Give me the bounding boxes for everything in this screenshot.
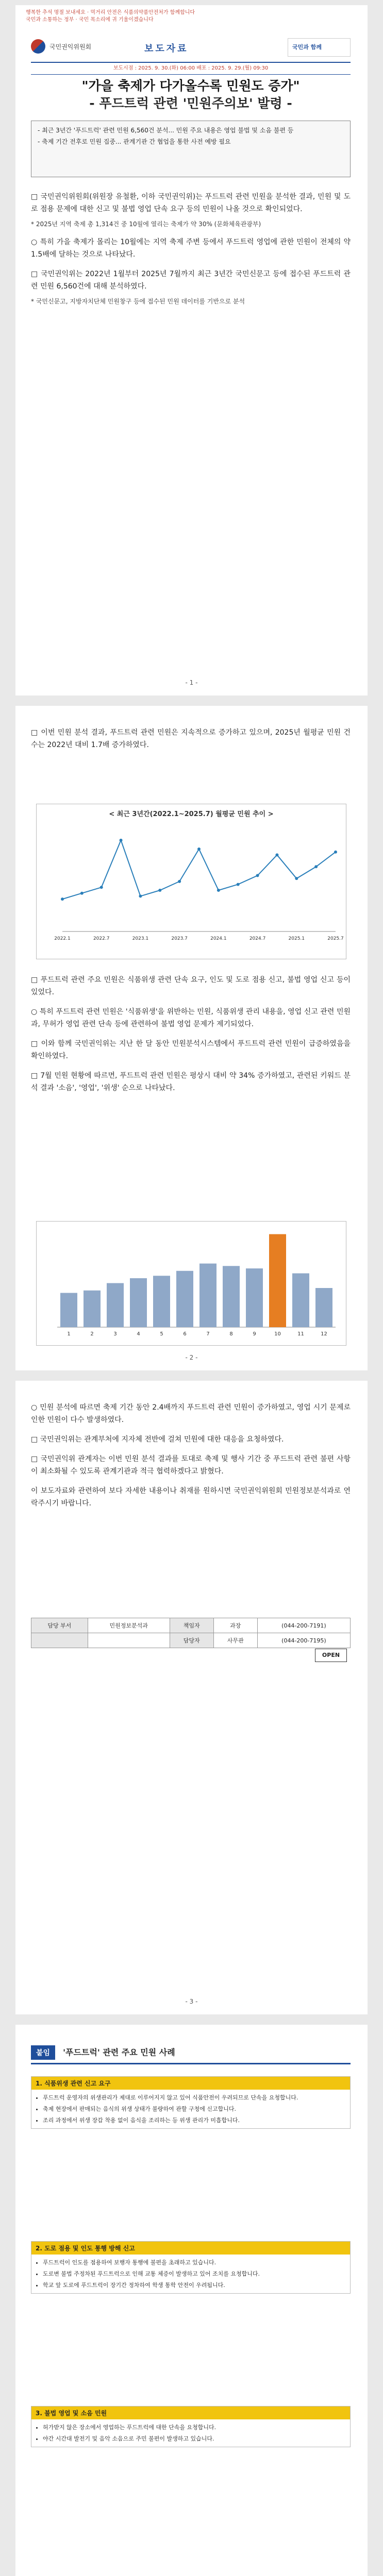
- case-caption: 2. 도로 점용 및 인도 통행 방해 신고: [31, 2242, 350, 2255]
- body-text: [31, 1401, 351, 1517]
- case-caption: 3. 불법 영업 및 소음 민원: [31, 2406, 350, 2419]
- x-tick-label: 2: [90, 1331, 94, 1337]
- x-tick-label: 1: [67, 1331, 71, 1337]
- summary-line: - 최근 3년간 '푸드트럭' 관련 민원 6,560건 분석... 민원 주요 내용은 영업 불법 및 소음 불편 등: [38, 127, 294, 134]
- bar: [153, 1276, 170, 1327]
- x-tick-label: 12: [321, 1331, 327, 1337]
- list-item: • 푸드트럭이 인도를 점용하여 보행자 통행에 불편을 초래하고 있습니다.: [43, 2258, 344, 2267]
- data-point: [139, 894, 142, 897]
- table-cell: 사무관: [213, 1633, 257, 1648]
- paragraph: ○ 특히 가을 축제가 몰리는 10월에는 지역 축제 주변 등에서 푸드트럭 영업에 관한 민원이 전체의 약 1.5배에 달하는 것으로 나타났다.: [31, 238, 351, 259]
- x-tick-label: 8: [229, 1331, 233, 1337]
- page-number: - 3 -: [185, 1998, 198, 2005]
- open-license-logo: OPEN: [315, 1649, 347, 1662]
- paragraph: ○ 민원 분석에 따르면 축제 기간 동안 2.4배까지 푸드트럭 관련 민원이 증가하였고, 영업 시기 문제로 인한 민원이 다수 발생하였다.: [31, 1403, 351, 1424]
- data-point: [275, 853, 278, 856]
- case-caption: 1. 식품위생 관련 신고 요구: [31, 2077, 350, 2090]
- table-cell: [88, 1633, 170, 1648]
- headline-main: "가을 축제가 다가올수록 민원도 증가": [81, 78, 300, 93]
- bar: [315, 1288, 332, 1327]
- data-point: [197, 848, 201, 851]
- bar: [176, 1271, 193, 1327]
- slogan-text: 국민과 함께: [292, 44, 322, 50]
- page-3: [15, 1381, 368, 2014]
- x-tick-label: 2025.1: [288, 936, 305, 941]
- line-chart: [36, 804, 346, 959]
- summary-box: [31, 121, 351, 177]
- table-cell: (044-200-7191): [257, 1618, 350, 1633]
- list-item: • 축제 현장에서 판매되는 음식의 위생 상태가 불량하여 관할 구청에 신고합니다.: [43, 2104, 344, 2114]
- bar: [84, 1291, 101, 1327]
- bar: [199, 1264, 217, 1328]
- paragraph: ○ 특히 푸드트럭 관련 민원은 '식품위생'을 위반하는 민원, 식품위생 관리 내용을, 영업 신고 관련 민원과, 무허가 영업 관련 단속 등에 관련하여 불법 영업 문제가 제기되었다.: [31, 1008, 351, 1028]
- data-point: [295, 877, 298, 880]
- footer-text: 이 보도자료와 관련하여 보다 자세한 내용이나 취재를 원하시면 국민권익위원회 민원정보분석과로 연락주시기 바랍니다.: [31, 1487, 351, 1507]
- release-header: [31, 36, 351, 59]
- table-cell: [31, 1633, 88, 1648]
- x-tick-label: 6: [183, 1331, 187, 1337]
- x-tick-label: 2025.7: [327, 936, 344, 941]
- x-tick-label: 11: [297, 1331, 304, 1337]
- paragraph: □ 이와 함께 국민권익위는 지난 한 달 동안 민원분석시스템에서 푸드트럭 관련 민원이 급증하였음을 확인하였다.: [31, 1040, 351, 1060]
- page-4: [15, 2025, 368, 2576]
- paragraph: □ 국민권익위원회(위원장 유철환, 이하 국민권익위)는 푸드트럭 관련 민원을 분석한 결과, 민원 및 도로 점용 문제에 대한 신고 및 불법 영업 단속 요구 등의 민원이 나올 것으로 확인되었다.: [31, 193, 351, 213]
- data-point: [178, 880, 181, 883]
- attachment-title: [31, 2045, 351, 2064]
- list-item: • 허가받지 않은 장소에서 영업하는 푸드트럭에 대한 단속을 요청합니다.: [43, 2422, 344, 2432]
- bar: [246, 1268, 263, 1327]
- data-point: [80, 892, 84, 895]
- table-row: [31, 1618, 351, 1633]
- x-tick-label: 4: [137, 1331, 140, 1337]
- footnote: * 2025년 지역 축제 총 1,314건 중 10월에 열리는 축제가 약 30% (문화체육관광부): [31, 221, 261, 228]
- case-box: [31, 2406, 351, 2447]
- data-point: [61, 897, 64, 901]
- headline-sub: - 푸드트럭 관련 '민원주의보' 발령 -: [89, 96, 292, 111]
- paragraph: □ 이번 민원 분석 결과, 푸드트럭 관련 민원은 지속적으로 증가하고 있으며, 2025년 월평균 민원 건수는 2022년 대비 1.7배 증가하였다.: [31, 728, 351, 749]
- case-box: [31, 2076, 351, 2129]
- contact-table: [31, 1618, 351, 1648]
- body-text: [31, 974, 351, 1101]
- paragraph: □ 국민권익위 관계자는 이번 민원 분석 결과를 토대로 축제 및 행사 기간 중 푸드트럭 관련 불편 사항이 최소화될 수 있도록 관계기관과 적극 협력하겠다고 밝혔다.: [31, 1455, 351, 1476]
- table-cell: (044-200-7195): [257, 1633, 350, 1648]
- x-tick-label: 2024.7: [249, 936, 266, 941]
- list-item: • 조리 과정에서 위생 장갑 착용 없이 음식을 조리하는 등 위생 관리가 미흡합니다.: [43, 2115, 344, 2125]
- paragraph: □ 국민권익위는 관계부처에 지자체 전반에 걸쳐 민원에 대한 대응을 요청하였다.: [31, 1435, 284, 1444]
- table-cell: 책임자: [170, 1618, 213, 1633]
- body-text: [31, 726, 351, 758]
- case-box: [31, 2241, 351, 2294]
- x-tick-label: 2024.1: [210, 936, 227, 941]
- data-point: [217, 889, 220, 892]
- list-item: • 푸드트럭 운영자의 위생관리가 제대로 이루어지지 않고 있어 식품안전이 우려되므로 단속을 요청합니다.: [43, 2093, 344, 2103]
- page-number: - 1 -: [185, 679, 198, 686]
- attachment-heading: '푸드트럭' 관련 주요 민원 사례: [63, 2047, 175, 2057]
- top-notice-line: 국민과 소통하는 정부 · 국민 목소리에 귀 기울이겠습니다: [26, 17, 154, 23]
- bar-chart: [36, 1221, 346, 1346]
- release-meta: 보도시점 : 2025. 9. 30.(화) 06:00 배포 : 2025. 9. 29.(월) 09:30: [31, 62, 351, 75]
- page-number: - 2 -: [185, 1354, 198, 1361]
- list-item: • 학교 앞 도로에 푸드트럭이 장기간 정차하여 학생 통학 안전이 우려됩니다.: [43, 2280, 344, 2290]
- data-point: [237, 883, 240, 886]
- page-1: [15, 5, 368, 696]
- government-emblem-icon: [31, 39, 45, 54]
- chart-title: < 최근 3년간(2022.1~2025.7) 월평균 민원 추이 >: [109, 810, 274, 818]
- x-tick-label: 2022.7: [93, 936, 110, 941]
- paragraph: □ 7월 민원 현황에 따르면, 푸드트럭 관련 민원은 평상시 대비 약 34% 증가하였고, 관련된 키워드 분석 결과 '소음', '영업', '위생' 순으로 나타났다.: [31, 1072, 351, 1092]
- attachment-tag: 붙임: [31, 2045, 55, 2060]
- bar: [60, 1293, 77, 1328]
- x-tick-label: 9: [253, 1331, 256, 1337]
- data-point: [314, 865, 318, 868]
- bar: [107, 1283, 124, 1328]
- data-point: [158, 889, 161, 892]
- page-2: [15, 706, 368, 1370]
- bar-chart-svg: [37, 1222, 345, 1343]
- slogan-logo: [288, 38, 351, 57]
- list-item: • 야간 시간대 발전기 및 음악 소음으로 주민 불편이 발생하고 있습니다.: [43, 2434, 344, 2444]
- x-tick-label: 7: [206, 1331, 210, 1337]
- footnote: * 국민신문고, 지방자치단체 민원창구 등에 접수된 민원 데이터를 기반으로 분석: [31, 298, 245, 305]
- headline: [31, 77, 351, 112]
- paragraph: □ 국민권익위는 2022년 1월부터 2025년 7월까지 최근 3년간 국민신문고 등에 접수된 푸드트럭 관련 민원 6,560건에 대해 분석하였다.: [31, 270, 351, 291]
- data-point: [334, 851, 337, 854]
- table-cell: 담당 부서: [31, 1618, 88, 1633]
- top-notice: [26, 9, 195, 24]
- data-point: [120, 839, 123, 842]
- release-type: 보도자료: [144, 43, 189, 54]
- table-row: [31, 1633, 351, 1648]
- bar: [130, 1278, 147, 1327]
- table-cell: 민원정보분석과: [88, 1618, 170, 1633]
- line-chart-svg: [37, 818, 345, 952]
- x-tick-label: 10: [274, 1331, 281, 1337]
- x-tick-label: 2023.1: [132, 936, 149, 941]
- x-tick-label: 5: [160, 1331, 163, 1337]
- top-notice-line: 행복한 추석 명절 보내세요 · 먹거리 안전은 식품의약품안전처가 함께합니다: [26, 10, 195, 15]
- ministry-name: 국민권익위원회: [49, 43, 92, 50]
- data-point: [100, 886, 103, 889]
- table-cell: 담당자: [170, 1633, 213, 1648]
- x-tick-label: 3: [113, 1331, 117, 1337]
- paragraph: □ 푸드트럭 관련 주요 민원은 식품위생 관련 단속 요구, 인도 및 도로 점용 신고, 불법 영업 신고 등이 있었다.: [31, 976, 351, 996]
- bar: [223, 1266, 240, 1327]
- x-tick-label: 2023.7: [171, 936, 188, 941]
- table-cell: 과장: [213, 1618, 257, 1633]
- data-point: [256, 874, 259, 877]
- list-item: • 도로변 불법 주정차된 푸드트럭으로 인해 교통 체증이 발생하고 있어 조치를 요청합니다.: [43, 2269, 344, 2279]
- summary-line: - 축제 기간 전후로 민원 집중... 관계기관 간 협업을 통한 사전 예방 필요: [38, 138, 231, 145]
- bar: [292, 1274, 309, 1328]
- bar: [269, 1234, 286, 1328]
- body-text: [31, 191, 351, 313]
- x-tick-label: 2022.1: [54, 936, 71, 941]
